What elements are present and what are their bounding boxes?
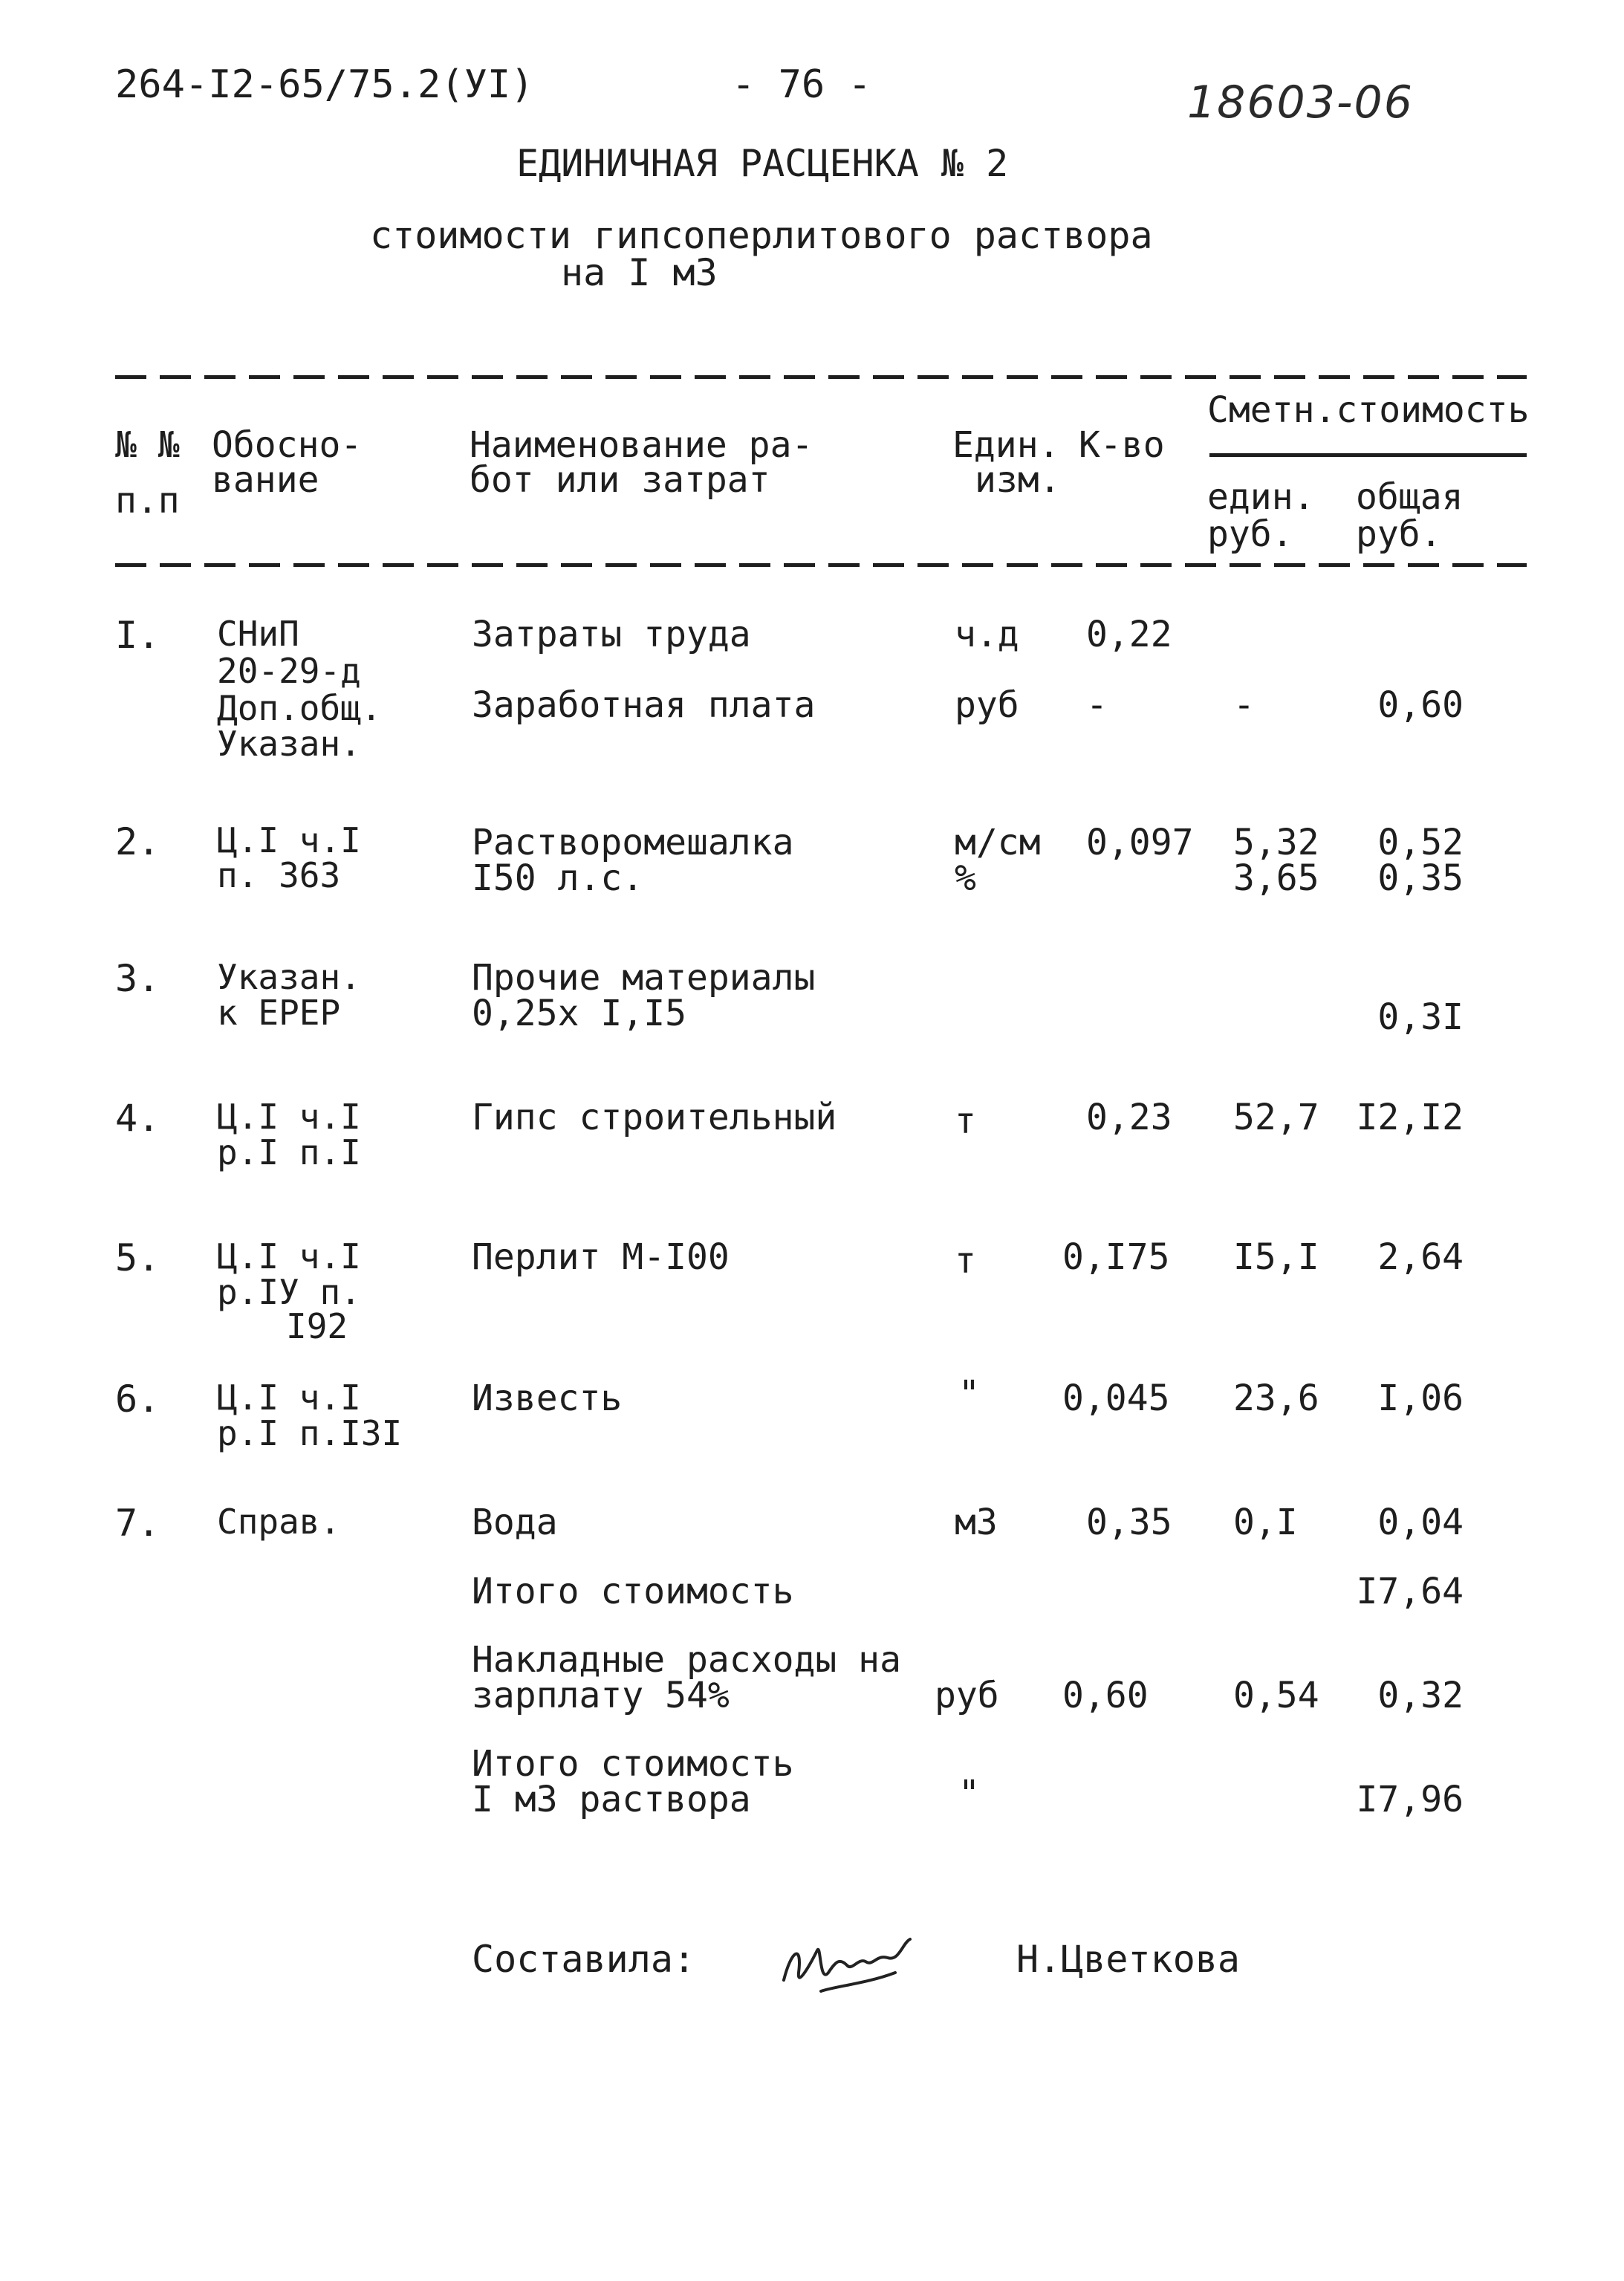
summary-total: I7,64 bbox=[1356, 1571, 1464, 1612]
document-title: ЕДИНИЧНАЯ РАСЦЕНКА № 2 bbox=[516, 142, 1009, 185]
row-number: 6. bbox=[115, 1378, 160, 1421]
col-header-total-cost: общая bbox=[1356, 476, 1464, 518]
row-unit: " bbox=[958, 1373, 980, 1415]
row-unit-cost: 5,32 bbox=[1233, 822, 1319, 863]
summary-name: Накладные расходы на bbox=[472, 1639, 901, 1681]
signature-image bbox=[776, 1921, 932, 2002]
cost-group-rule bbox=[1209, 453, 1527, 457]
row-total: 0,52 bbox=[1377, 822, 1464, 863]
row-unit: руб bbox=[955, 684, 1019, 726]
summary-name: Итого стоимость bbox=[472, 1743, 794, 1785]
col-header-num-l2: п.п bbox=[115, 480, 180, 522]
row-total: 2,64 bbox=[1377, 1236, 1464, 1278]
row-total-secondary: 0,35 bbox=[1377, 857, 1464, 899]
row-unit-cost: I5,I bbox=[1233, 1236, 1319, 1278]
summary-unit: " bbox=[958, 1773, 980, 1814]
row-total: 0,3I bbox=[1377, 996, 1464, 1038]
col-header-unit-l2: изм. bbox=[975, 459, 1061, 501]
row-basis: Ц.I ч.I bbox=[217, 820, 361, 860]
row-unit: м3 bbox=[955, 1502, 998, 1543]
summary-qty: 0,60 bbox=[1062, 1675, 1149, 1716]
row-basis: 20-29-д bbox=[217, 651, 361, 691]
row-number: I. bbox=[115, 614, 160, 657]
document-subtitle: стоимости гипсоперлитового раствора bbox=[370, 214, 1153, 257]
row-basis: Доп.общ. bbox=[217, 688, 382, 728]
row-unit-cost-secondary: 3,65 bbox=[1233, 857, 1319, 899]
summary-name: зарплату 54% bbox=[472, 1675, 730, 1716]
handwritten-reference: 18603-06 bbox=[1187, 77, 1414, 129]
row-item-name: Прочие материалы bbox=[472, 957, 816, 999]
row-total: 0,60 bbox=[1377, 684, 1464, 726]
row-unit-cost: 0,I bbox=[1233, 1502, 1298, 1543]
table-header-rule bbox=[115, 563, 1527, 567]
row-number: 7. bbox=[115, 1502, 160, 1545]
row-unit: т bbox=[955, 1240, 976, 1282]
row-item-name: Растворомешалка bbox=[472, 822, 794, 863]
row-number: 2. bbox=[115, 820, 160, 863]
row-qty: 0,045 bbox=[1062, 1378, 1170, 1419]
row-total: I,06 bbox=[1377, 1378, 1464, 1419]
row-unit-cost: 23,6 bbox=[1233, 1378, 1319, 1419]
col-header-unit-cost-l2: руб. bbox=[1207, 513, 1293, 555]
row-item-name: Перлит М-I00 bbox=[472, 1236, 730, 1278]
row-number: 5. bbox=[115, 1236, 160, 1279]
row-basis: р.I п.I3I bbox=[217, 1413, 403, 1453]
row-basis: Указан. bbox=[217, 957, 361, 997]
row-basis: Ц.I ч.I bbox=[217, 1097, 361, 1137]
page-number: - 76 - bbox=[732, 62, 871, 107]
signer-name: Н.Цветкова bbox=[1016, 1938, 1241, 1981]
row-total: 0,04 bbox=[1377, 1502, 1464, 1543]
document-code: 264-I2-65/75.2(УI) bbox=[115, 62, 534, 107]
col-header-num: № № bbox=[115, 424, 180, 466]
row-number: 4. bbox=[115, 1097, 160, 1140]
row-qty: 0,35 bbox=[1086, 1502, 1172, 1543]
row-item-name: Затраты труда bbox=[472, 614, 751, 655]
row-qty: 0,097 bbox=[1086, 822, 1194, 863]
row-basis: Ц.I ч.I bbox=[217, 1236, 361, 1276]
row-qty: 0,23 bbox=[1086, 1097, 1172, 1138]
col-header-basis: Обосно- bbox=[212, 424, 363, 466]
row-unit-cost: - bbox=[1233, 684, 1255, 726]
row-item-name: Вода bbox=[472, 1502, 558, 1543]
row-unit: т bbox=[955, 1100, 976, 1142]
row-unit: ч.д bbox=[955, 614, 1019, 655]
row-qty: 0,I75 bbox=[1062, 1236, 1170, 1278]
compiled-by-label: Составила: bbox=[472, 1938, 696, 1981]
summary-total: 0,32 bbox=[1377, 1675, 1464, 1716]
row-item-name: Заработная плата bbox=[472, 684, 816, 726]
row-qty: - bbox=[1086, 684, 1108, 726]
row-basis: п. 363 bbox=[217, 855, 341, 895]
row-total: I2,I2 bbox=[1356, 1097, 1464, 1138]
col-header-unit-cost: един. bbox=[1207, 476, 1315, 518]
row-qty: 0,22 bbox=[1086, 614, 1172, 655]
row-unit-cost: 52,7 bbox=[1233, 1097, 1319, 1138]
row-basis: Указан. bbox=[217, 724, 361, 764]
col-header-unit: Един. bbox=[952, 424, 1060, 466]
summary-unit: руб bbox=[935, 1675, 999, 1716]
row-basis: СНиП bbox=[217, 614, 299, 654]
document-subtitle-unit: на I м3 bbox=[561, 251, 718, 294]
row-item-name: 0,25х I,I5 bbox=[472, 993, 686, 1034]
row-basis: р.IУ п. bbox=[217, 1272, 361, 1312]
summary-name: I м3 раствора bbox=[472, 1779, 751, 1820]
col-header-qty: К-во bbox=[1079, 424, 1165, 466]
row-basis: Справ. bbox=[217, 1502, 341, 1542]
col-header-name-l2: бот или затрат bbox=[470, 459, 770, 501]
row-item-name: Известь bbox=[472, 1378, 623, 1419]
row-basis: Ц.I ч.I bbox=[217, 1378, 361, 1418]
summary-total: I7,96 bbox=[1356, 1779, 1464, 1820]
row-basis: р.I п.I bbox=[217, 1132, 361, 1172]
row-item-name: I50 л.с. bbox=[472, 857, 644, 899]
row-unit-secondary: % bbox=[955, 857, 976, 899]
row-item-name: Гипс строительный bbox=[472, 1097, 837, 1138]
col-header-total-cost-l2: руб. bbox=[1356, 513, 1442, 555]
table-top-rule bbox=[115, 375, 1527, 379]
summary-unit-cost: 0,54 bbox=[1233, 1675, 1319, 1716]
row-number: 3. bbox=[115, 957, 160, 1000]
summary-name: Итого стоимость bbox=[472, 1571, 794, 1612]
row-basis: к ЕРЕР bbox=[217, 993, 341, 1033]
col-header-cost-group: Сметн.стоимость bbox=[1207, 389, 1530, 431]
col-header-basis-l2: вание bbox=[212, 459, 319, 501]
col-header-name: Наименование ра- bbox=[470, 424, 813, 466]
row-unit: м/см bbox=[955, 822, 1041, 863]
row-basis: I92 bbox=[286, 1306, 348, 1346]
